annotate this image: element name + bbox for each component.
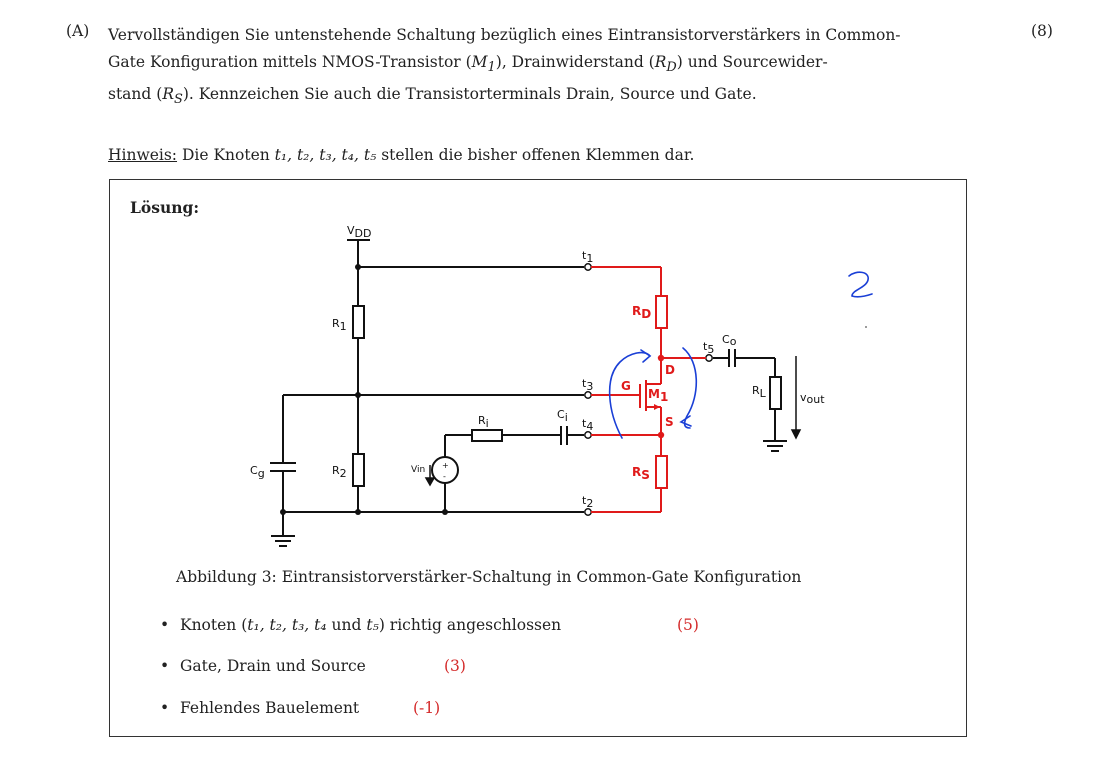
task-label: (A) <box>66 22 90 40</box>
vout-label: vout <box>800 391 825 406</box>
math-rd: $R_D$ <box>654 53 677 76</box>
task-line-2b: ), Drainwiderstand ( <box>495 53 655 71</box>
criterion-2-text: Gate, Drain und Source <box>180 657 366 675</box>
criterion-3-points: (-1) <box>413 699 441 717</box>
vdd-label: VDD <box>347 224 372 240</box>
original-wiring <box>270 240 787 546</box>
r1-label: R1 <box>332 317 347 333</box>
task-line-2a: Gate Konfiguration mittels NMOS-Transistor ( <box>108 53 472 71</box>
t5-label: t5 <box>703 340 715 356</box>
criterion-2-points: (3) <box>444 657 466 675</box>
rd-label: RD <box>632 304 652 321</box>
criterion-1-points: (5) <box>677 616 699 634</box>
task-line-3b: ). Kennzeichen Sie auch die Transistorterminals Drain, Source und Gate. <box>182 85 757 104</box>
handwritten-ink <box>610 272 872 438</box>
task-points: (8) <box>1031 22 1053 40</box>
math-rs: $R_S$ <box>162 85 183 108</box>
bullet-icon: • <box>160 657 170 675</box>
co-label: Co <box>722 333 737 348</box>
ri-label: Ri <box>478 414 489 430</box>
task-line-2c: ) und Sourcewider- <box>676 53 828 71</box>
criterion-3-text: Fehlendes Bauelement <box>180 699 360 717</box>
solution-title: Lösung: <box>130 198 200 217</box>
r2-label: R2 <box>332 464 347 480</box>
hint-label: Hinweis: <box>108 146 178 164</box>
t3-label: t3 <box>582 377 594 393</box>
ci-label: Ci <box>557 408 568 424</box>
bullet-icon: • <box>160 699 170 717</box>
source-label: S <box>665 415 674 429</box>
bullet-icon: • <box>160 616 170 634</box>
task-line-3a: stand ( <box>108 85 163 104</box>
math-m1: $M_1$ <box>471 53 496 76</box>
rl-label: RL <box>752 384 766 400</box>
task-line-1: Vervollständigen Sie untenstehende Schaltung bezüglich eines Eintransistorverstärkers in Common- <box>108 26 901 44</box>
m1-label: M1 <box>648 387 669 404</box>
t2-label: t2 <box>582 494 594 510</box>
cg-label: Cg <box>250 464 265 480</box>
figure-caption: Abbildung 3: Eintransistorverstärker-Schaltung in Common-Gate Konfiguration <box>176 568 802 586</box>
svg-text:-: - <box>443 472 446 481</box>
hint-text-pre: Die Knoten <box>177 146 275 164</box>
t4-label: t4 <box>582 417 594 433</box>
hint-text-post: stellen die bisher offenen Klemmen dar. <box>376 146 695 164</box>
drain-label: D <box>665 363 675 377</box>
hint-nodes: t₁, t₂, t₃, t₄, t₅ <box>274 146 377 164</box>
gate-label: G <box>621 379 631 393</box>
svg-text:+: + <box>442 461 449 470</box>
t1-label: t1 <box>582 249 594 265</box>
vin-label: Vin <box>411 465 426 475</box>
rs-label: RS <box>632 465 650 482</box>
